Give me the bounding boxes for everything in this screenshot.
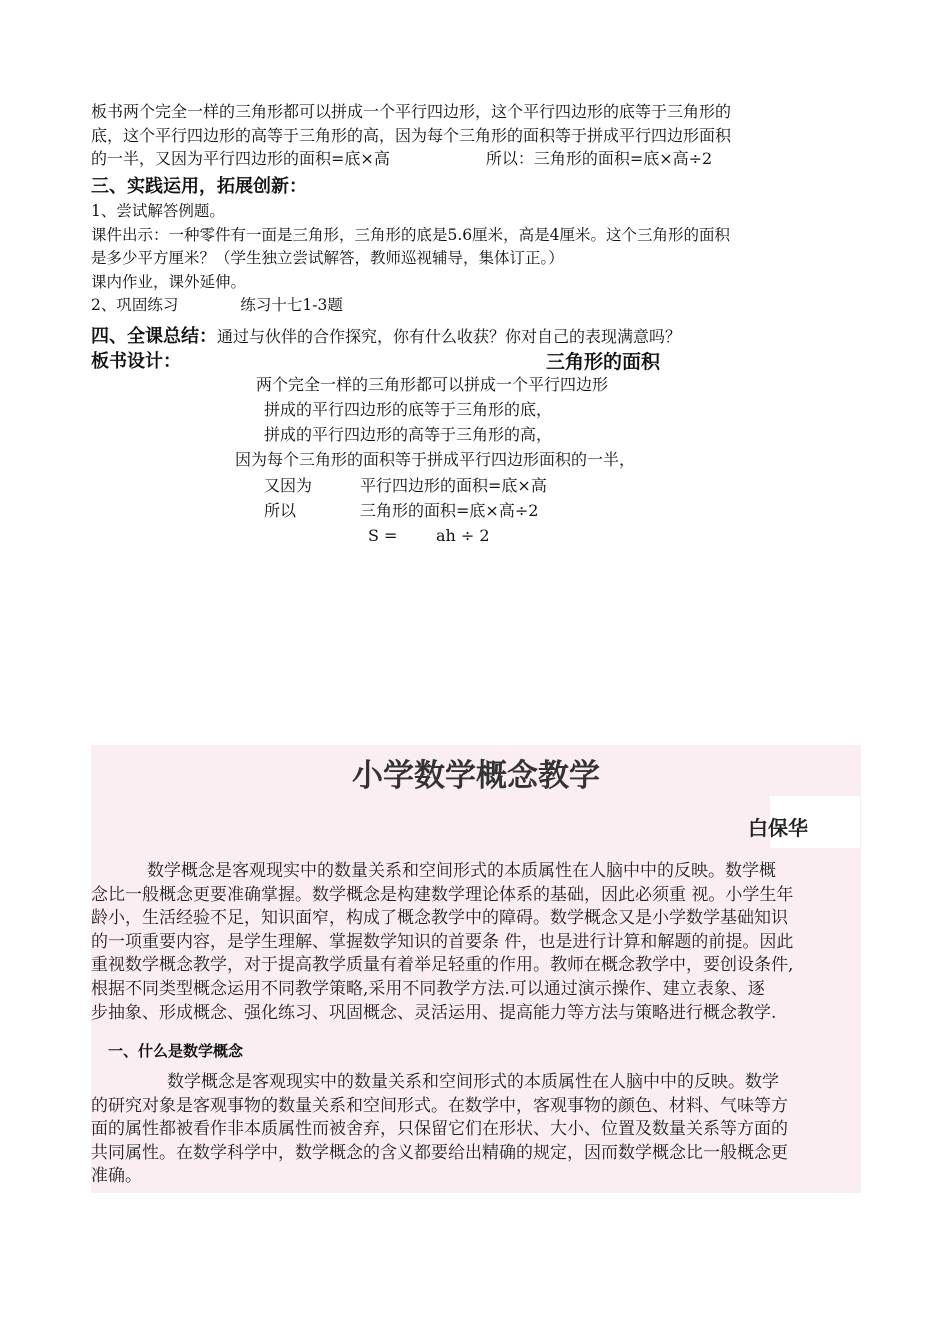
intro-line-3 (91, 147, 863, 171)
section-3-body (91, 200, 863, 318)
article-p2-line-4: 共同属性。在数学科学中，数学概念的含义都要给出精确的规定，因而数学概念比一般概念更 (91, 1142, 788, 1163)
article-p1-line-7: 步抽象、形成概念、强化练习、巩固概念、灵活运用、提高能力等方法与策略进行概念教学. (91, 1002, 777, 1023)
section-4-title: 四、全课总结： (91, 326, 217, 347)
article-p2-line-5: 准确。 (91, 1166, 142, 1187)
article-author-box (748, 796, 860, 848)
article-p1-line-6: 根据不同类型概念运用不同教学策略,采用不同教学方法.可以通过演示操作、建立表象、逐 (91, 978, 765, 999)
intro-line-3-text: 的一半，又因为平行四边形的面积=底×高 (91, 149, 390, 168)
board-line-5-text: 平行四边形的面积=底×高 (360, 476, 547, 495)
section-3-heading: 三、实践运用，拓展创新： (91, 176, 307, 197)
article-p1-line-1: 数学概念是客观现实中的数量关系和空间形式的本质属性在人脑中中的反映。数学概 (147, 861, 776, 881)
board-title: 三角形的面积 (546, 351, 661, 373)
article-p1-line-5: 重视数学概念教学，对于提高教学质量有着举足轻重的作用。教师在概念教学中，要创设条件, (91, 955, 794, 976)
section-3-line-2: 课件出示：一种零件有一面是三角形，三角形的底是5.6厘米，高是4厘米。这个三角形的面积 (91, 225, 731, 244)
article-p2-line-3: 面的属性都被看作非本质属性而被舍弃，只保留它们在形状、大小、位置及数量关系等方面的 (91, 1119, 788, 1140)
section-3-line-4: 课内作业，课外延伸。 (91, 272, 247, 291)
board-line-6-label: 所以 (264, 501, 297, 520)
board-line-4: 因为每个三角形的面积等于拼成平行四边形面积的一半， (235, 450, 636, 469)
article-title: 小学数学概念教学 (352, 758, 600, 794)
intro-paragraph (91, 100, 863, 171)
article-section-1-title: 一、什么是数学概念 (108, 1042, 244, 1060)
practice-label: 2、巩固练习 (91, 296, 179, 314)
article-paragraph-2 (91, 1071, 863, 1189)
article-p2-line-1: 数学概念是客观现实中的数量关系和空间形式的本质属性在人脑中中的反映。数学 (167, 1072, 779, 1092)
article-p2-line-2: 的研究对象是客观事物的数量关系和空间形式。在数学中，客观事物的颜色、材料、气味等方 (91, 1095, 788, 1116)
section-3-line-3: 是多少平方厘米？（学生独立尝试解答，教师巡视辅导，集体订正。） (91, 249, 564, 267)
board-line-2: 拼成的平行四边形的底等于三角形的底， (264, 400, 553, 419)
practice-text: 练习十七1-3题 (240, 296, 343, 314)
board-heading: 板书设计： (91, 351, 181, 372)
practice-line (91, 294, 863, 318)
article-p1-line-2: 念比一般概念更要准确掌握。数学概念是构建数学理论体系的基础，因此必须重 视。小学生年 (91, 884, 794, 905)
formula-s: S = (368, 526, 398, 545)
board-line-1: 两个完全一样的三角形都可以拼成一个平行四边形 (256, 375, 609, 394)
article-p1-line-3: 龄小，生活经验不足，知识面窄，构成了概念教学中的障碍。数学概念又是小学数学基础知识 (91, 908, 788, 929)
section-4-heading (91, 326, 681, 348)
intro-line-2: 底，这个平行四边形的高等于三角形的高，因为每个三角形的面积等于拼成平行四边形面积 (91, 125, 732, 145)
board-line-3: 拼成的平行四边形的高等于三角形的高， (264, 425, 553, 444)
article-author: 白保华 (748, 816, 808, 840)
article-p1-line-4: 的一项重要内容，是学生理解、掌握数学知识的首要条 件，也是进行计算和解题的前提。因此 (91, 931, 794, 952)
board-line-5-label: 又因为 (264, 476, 313, 495)
section-4-text: 通过与伙伴的合作探究，你有什么收获？你对自己的表现满意吗？ (217, 327, 682, 346)
intro-line-1: 板书两个完全一样的三角形都可以拼成一个平行四边形，这个平行四边形的底等于三角形的 (91, 102, 732, 121)
section-3-line-1: 1、尝试解答例题。 (91, 202, 225, 220)
intro-conclusion: 所以：三角形的面积=底×高÷2 (485, 149, 713, 168)
board-line-6-text: 三角形的面积=底×高÷2 (360, 501, 539, 520)
article-paragraph-1 (91, 860, 863, 1025)
formula-rhs: ah ÷ 2 (436, 526, 490, 545)
